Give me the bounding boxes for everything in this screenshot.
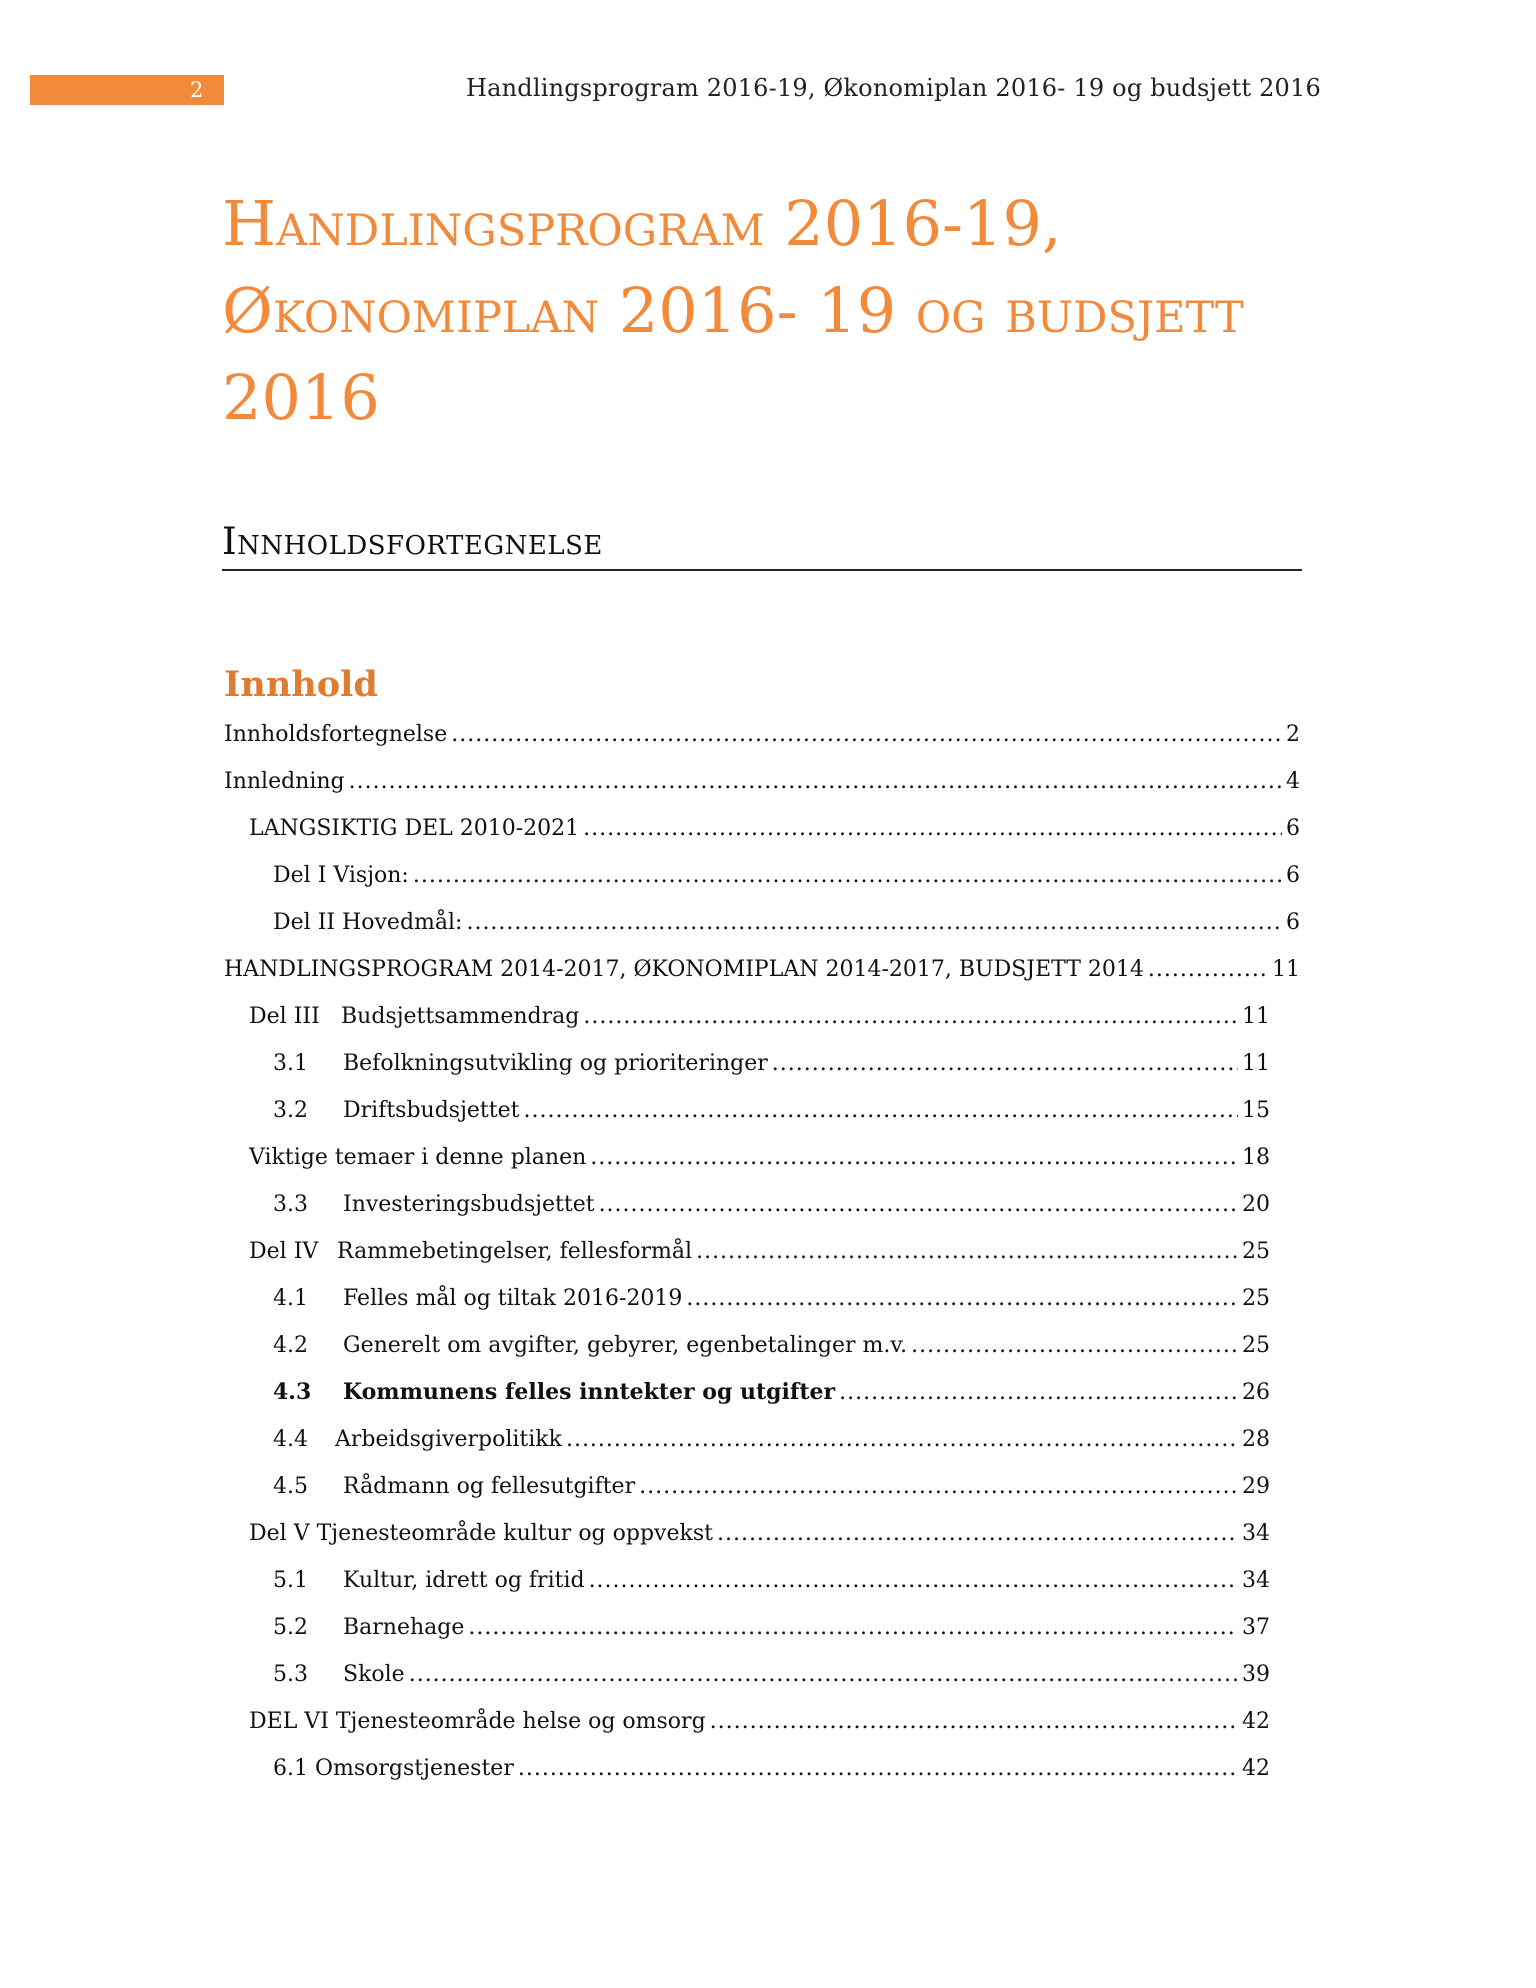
toc-leader-dots xyxy=(523,1087,1238,1134)
toc-entry-page: 37 xyxy=(1242,1615,1270,1640)
toc-entry[interactable] xyxy=(224,993,1300,1040)
toc-entry[interactable] xyxy=(224,1416,1300,1463)
toc-leader-dots xyxy=(583,805,1282,852)
toc-entry-page: 11 xyxy=(1242,1051,1270,1076)
toc-entry-number: 5.2 xyxy=(273,1615,308,1640)
toc-leader-dots xyxy=(409,1651,1238,1698)
toc-entry-number: 4.4 xyxy=(273,1427,308,1452)
toc-leader-dots xyxy=(717,1510,1238,1557)
toc-entry[interactable] xyxy=(224,1604,1300,1651)
toc-entry[interactable] xyxy=(224,1510,1300,1557)
toc-entry[interactable] xyxy=(224,1463,1300,1510)
toc-entry-number: 4.1 xyxy=(273,1286,308,1311)
running-header-title: Handlingsprogram 2016-19, Økonomiplan 2016- 19 og budsjett 2016 xyxy=(466,74,1321,102)
toc-entry-number: 3.3 xyxy=(273,1192,308,1217)
toc-entry-label: Innledning xyxy=(224,769,345,794)
toc-entry-label: Felles mål og tiltak 2016-2019 xyxy=(343,1286,683,1311)
toc-leader-dots xyxy=(686,1275,1238,1322)
toc-entry-page: 34 xyxy=(1242,1568,1270,1593)
toc-entry-page: 25 xyxy=(1242,1333,1270,1358)
toc-entry-page: 11 xyxy=(1242,1004,1270,1029)
toc-leader-dots xyxy=(1148,946,1268,993)
toc-entry-page: 26 xyxy=(1242,1380,1270,1405)
toc-entry-page: 20 xyxy=(1242,1192,1270,1217)
toc-entry-label: Arbeidsgiverpolitikk xyxy=(335,1427,562,1452)
title-line-1: Handlingsprogram 2016-19, xyxy=(222,187,1062,260)
toc-leader-dots xyxy=(911,1322,1238,1369)
toc-entry-label: 6.1 Omsorgstjenester xyxy=(273,1756,514,1781)
toc-entry-label: Innholdsfortegnelse xyxy=(224,722,448,747)
toc-entry-number: 4.3 xyxy=(273,1379,312,1405)
toc-entry[interactable] xyxy=(224,1745,1300,1792)
toc-leader-dots xyxy=(518,1745,1238,1792)
table-of-contents xyxy=(224,711,1300,1792)
toc-leader-dots xyxy=(349,758,1282,805)
toc-entry-label: HANDLINGSPROGRAM 2014-2017, ØKONOMIPLAN 2014-2017, BUDSJETT 2014 xyxy=(224,957,1144,982)
toc-entry[interactable] xyxy=(224,1228,1300,1275)
toc-entry-page: 42 xyxy=(1242,1709,1270,1734)
toc-leader-dots xyxy=(566,1416,1238,1463)
toc-entry[interactable] xyxy=(224,758,1300,805)
toc-entry-page: 6 xyxy=(1286,863,1300,888)
toc-entry-label: Del V Tjenesteområde kultur og oppvekst xyxy=(249,1521,713,1546)
toc-entry[interactable] xyxy=(224,1322,1300,1369)
title-line-2: Økonomiplan 2016- 19 og budsjett xyxy=(222,274,1244,347)
toc-leader-dots xyxy=(599,1181,1238,1228)
toc-entry[interactable] xyxy=(224,1134,1300,1181)
toc-leader-dots xyxy=(468,1604,1238,1651)
toc-entry-label: Driftsbudsjettet xyxy=(343,1098,520,1123)
toc-entry-page: 6 xyxy=(1286,816,1300,841)
toc-entry-label: Befolkningsutvikling og prioriteringer xyxy=(343,1051,768,1076)
toc-entry[interactable] xyxy=(224,899,1300,946)
toc-entry-number: Del IV xyxy=(249,1239,319,1264)
toc-entry-page: 29 xyxy=(1242,1474,1270,1499)
toc-entry-label: Del I Visjon: xyxy=(273,863,409,888)
toc-entry-number: 5.1 xyxy=(273,1568,308,1593)
toc-entry-page: 18 xyxy=(1242,1145,1270,1170)
toc-entry-number: 5.3 xyxy=(273,1662,308,1687)
toc-entry-page: 11 xyxy=(1272,957,1300,982)
toc-entry-label: Rammebetingelser, fellesformål xyxy=(337,1239,693,1264)
toc-entry[interactable] xyxy=(224,1087,1300,1134)
toc-entry-number: 4.5 xyxy=(273,1474,308,1499)
toc-leader-dots xyxy=(839,1369,1238,1416)
toc-entry-label: Viktige temaer i denne planen xyxy=(249,1145,587,1170)
toc-leader-dots xyxy=(590,1134,1238,1181)
toc-entry[interactable] xyxy=(224,1181,1300,1228)
toc-entry-number: Del III xyxy=(249,1004,320,1029)
toc-entry-label: Generelt om avgifter, gebyrer, egenbetalinger m.v. xyxy=(343,1333,908,1358)
toc-leader-dots xyxy=(589,1557,1238,1604)
innhold-heading: Innhold xyxy=(224,664,378,705)
toc-entry[interactable] xyxy=(224,1651,1300,1698)
toc-leader-dots xyxy=(772,1040,1238,1087)
toc-entry[interactable] xyxy=(224,852,1300,899)
toc-entry-page: 2 xyxy=(1286,722,1300,747)
toc-entry-label: Investeringsbudsjettet xyxy=(343,1192,595,1217)
toc-leader-dots xyxy=(639,1463,1238,1510)
title-line-3: 2016 xyxy=(222,361,380,434)
toc-entry-label: Kommunens felles inntekter og utgifter xyxy=(343,1379,836,1405)
toc-entry-label: LANGSIKTIG DEL 2010-2021 xyxy=(249,816,580,841)
toc-entry[interactable] xyxy=(224,711,1300,758)
page-number: 2 xyxy=(190,78,204,102)
toc-leader-dots xyxy=(466,899,1282,946)
page-number-bar xyxy=(30,75,224,105)
toc-entry-page: 25 xyxy=(1242,1239,1270,1264)
toc-entry-number: 4.2 xyxy=(273,1333,308,1358)
toc-entry[interactable] xyxy=(224,1275,1300,1322)
toc-entry[interactable] xyxy=(224,946,1300,993)
toc-entry-label: DEL VI Tjenesteområde helse og omsorg xyxy=(249,1709,706,1734)
toc-entry[interactable] xyxy=(224,1369,1300,1416)
toc-entry-page: 42 xyxy=(1242,1756,1270,1781)
toc-entry[interactable] xyxy=(224,805,1300,852)
toc-leader-dots xyxy=(710,1698,1238,1745)
toc-section-heading: Innholdsfortegnelse xyxy=(222,520,1302,571)
toc-entry[interactable] xyxy=(224,1040,1300,1087)
toc-entry-page: 25 xyxy=(1242,1286,1270,1311)
toc-leader-dots xyxy=(413,852,1282,899)
toc-entry-page: 15 xyxy=(1242,1098,1270,1123)
toc-entry-number: 3.1 xyxy=(273,1051,308,1076)
toc-entry-label: Barnehage xyxy=(343,1615,465,1640)
document-title xyxy=(222,180,1342,441)
toc-entry-label: Del II Hovedmål: xyxy=(273,910,463,935)
toc-entry-page: 28 xyxy=(1242,1427,1270,1452)
toc-entry-number: 3.2 xyxy=(273,1098,308,1123)
toc-leader-dots xyxy=(696,1228,1238,1275)
toc-entry-label: Budsjettsammendrag xyxy=(341,1004,580,1029)
toc-entry-page: 34 xyxy=(1242,1521,1270,1546)
toc-leader-dots xyxy=(451,711,1282,758)
toc-entry-page: 4 xyxy=(1286,769,1300,794)
toc-entry-label: Kultur, idrett og fritid xyxy=(343,1568,585,1593)
toc-entry-label: Skole xyxy=(343,1662,405,1687)
toc-entry-label: Rådmann og fellesutgifter xyxy=(343,1474,636,1499)
toc-entry[interactable] xyxy=(224,1557,1300,1604)
toc-entry-page: 39 xyxy=(1242,1662,1270,1687)
toc-entry-page: 6 xyxy=(1286,910,1300,935)
toc-entry[interactable] xyxy=(224,1698,1300,1745)
toc-leader-dots xyxy=(583,993,1238,1040)
